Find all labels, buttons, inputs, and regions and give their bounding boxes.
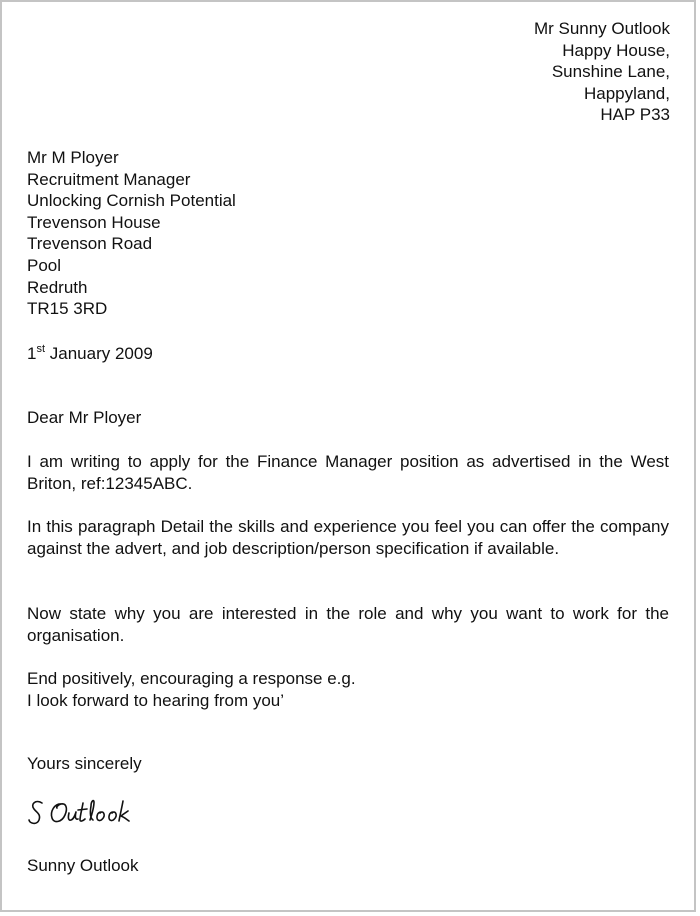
sender-address [534, 18, 670, 126]
recipient-address-line: Unlocking Cornish Potential [27, 191, 236, 211]
recipient-address-line: Trevenson Road [27, 234, 153, 254]
recipient-address-line: Pool [27, 255, 62, 275]
signature-graphic [28, 796, 148, 830]
recipient-address [27, 147, 236, 320]
paragraph-skills: In this paragraph Detail the skills and experience you feel you can offer the company against the advert, and job description/person specification if available. [27, 517, 669, 558]
recipient-address-line: Mr M Ployer [27, 148, 119, 167]
salutation: Dear Mr Ployer [27, 408, 142, 427]
complimentary-close: Yours sincerely [27, 754, 142, 773]
closing-remark-line: End positively, encouraging a response e.g. [27, 669, 356, 688]
signer-name: Sunny Outlook [27, 856, 139, 875]
date-day: 1 [27, 344, 37, 363]
date-rest: January 2009 [45, 344, 153, 363]
date-suffix: st [36, 343, 46, 355]
recipient-address-line: Recruitment Manager [27, 169, 191, 189]
sender-address-line: Mr Sunny Outlook [533, 19, 670, 38]
recipient-address-line: Trevenson House [27, 212, 161, 232]
sender-address-line: HAP P33 [600, 105, 670, 124]
recipient-address-line: Redruth [27, 277, 88, 297]
sender-address-line: Happy House, [562, 40, 670, 60]
sender-address-line: Happyland, [583, 83, 670, 103]
handwritten-signature [28, 796, 148, 835]
letter-date [27, 343, 153, 364]
recipient-address-line: TR15 3RD [27, 299, 108, 319]
paragraph-application: I am writing to apply for the Finance Manager position as advertised in the West Briton, ref:12345ABC. [27, 452, 669, 493]
paragraph-closing-remark [27, 668, 669, 711]
closing-remark-line: I look forward to hearing from you’ [27, 690, 285, 710]
sender-address-line: Sunshine Lane, [551, 62, 670, 81]
paragraph-interest: Now state why you are interested in the role and why you want to work for the organisation. [27, 604, 669, 645]
